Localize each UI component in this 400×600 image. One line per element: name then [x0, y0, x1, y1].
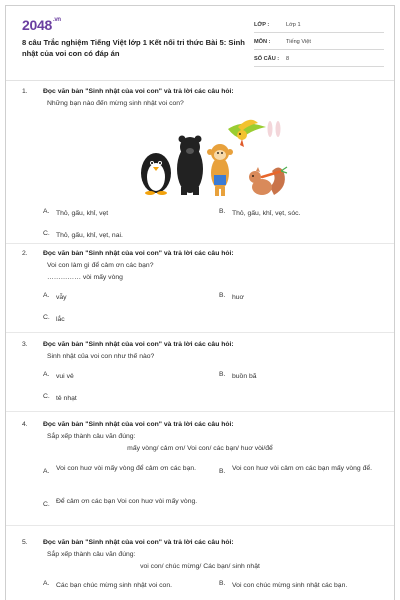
question-divider — [6, 525, 394, 526]
parrot-icon — [228, 120, 266, 147]
meta-row-count: SỐ CÂU : 8 — [254, 52, 384, 67]
questions-list: 1. Đọc văn bản "Sinh nhật của voi con" và trả lời các câu hỏi: Những bạn nào đến mừng sinh nhật voi con? A. Thỏ, gấu, khỉ, vẹt B. Thỏ, gấu, khỉ, vẹt, sóc. C. Thỏ, gấu, khỉ, vẹt, nai. 2. Đọc văn bản "Sinh nhật của voi con" và trả lời các câu hỏi: Voi con làm gì để cảm ơn các bạn? …………… vòi mấy vòng A. vẫy B. huơ C. lắc 3. Đọc văn bản "Sinh nhật của voi con" và trả lời các câu hỏi: Sinh nhật của voi con như thế nào? A. vui vẻ B. buồn bã C. tẻ nhạt 4. Đọc văn bản "Sinh nhật của voi con" và trả lời các câu hỏi: Sắp xếp thành câu văn đúng: mấy vòng/ cảm ơn/ Voi con/ các bạn/ huơ vòi/để A. Voi con huơ vòi mấy vòng để cảm ơn các bạn. B. Voi con huơ vòi cảm ơn các bạn mấy vòng để. C. Để cảm ơn các bạn Voi con huơ vòi mấy vòng. 5. Đọc văn bản "Sinh nhật của voi con" và trả lời các câu hỏi: Sắp xếp thành câu văn đúng: voi con/ chúc mừng/ Các bạn/ sinh nhật A. Các bạn chúc mừng sinh nhật voi con. B. Voi con chúc mừng sinh nhật các bạn. — [6, 80, 394, 600]
question-divider — [6, 411, 394, 412]
option-b[interactable]: B. huơ — [219, 292, 245, 301]
question-divider — [6, 243, 394, 244]
option-b[interactable]: B. Voi con chúc mừng sinh nhật các bạn. — [219, 580, 348, 589]
option-c[interactable]: C. lắc — [43, 314, 65, 323]
rabbit-icon — [268, 121, 281, 137]
option-b[interactable]: B. buồn bã — [219, 371, 257, 380]
option-a[interactable]: A. vẫy — [43, 292, 67, 301]
option-a[interactable]: A. Voi con huơ vòi mấy vòng để cảm ơn các bạn. — [43, 465, 197, 475]
option-a[interactable]: A. vui vẻ — [43, 371, 74, 380]
page-title: 8 câu Trắc nghiệm Tiếng Việt lớp 1 Kết nối tri thức Bài 5: Sinh nhật của voi con có đáp án — [22, 38, 245, 58]
option-c[interactable]: C. tẻ nhạt — [43, 393, 77, 402]
option-b[interactable]: B. Thỏ, gấu, khỉ, vẹt, sóc. — [219, 208, 301, 217]
option-c[interactable]: C. Thỏ, gấu, khỉ, vẹt, nai. — [43, 230, 123, 239]
meta-row-subject: MÔN : Tiếng Việt — [254, 35, 384, 50]
option-c[interactable]: C. Để cảm ơn các bạn Voi con huơ vòi mấy vòng. — [43, 498, 198, 508]
meta-table — [254, 18, 384, 69]
option-a[interactable]: A. Thỏ, gấu, khỉ, vẹt — [43, 208, 109, 217]
option-a[interactable]: A. Các bạn chúc mừng sinh nhật voi con. — [43, 580, 173, 589]
penguin-icon — [141, 153, 171, 195]
bear-icon — [177, 136, 203, 196]
site-logo[interactable]: $2048^{.vn}$ — [22, 17, 61, 33]
header — [6, 6, 394, 72]
monkey-icon — [207, 144, 233, 196]
squirrel-icon — [249, 167, 287, 195]
question-divider — [6, 332, 394, 333]
worksheet-page — [5, 5, 395, 600]
meta-row-grade: LỚP : Lớp 1 — [254, 18, 384, 33]
animals-illustration — [138, 117, 288, 199]
option-b[interactable]: B. Voi con huơ vòi cảm ơn các bạn mấy vòng để. — [219, 465, 373, 475]
